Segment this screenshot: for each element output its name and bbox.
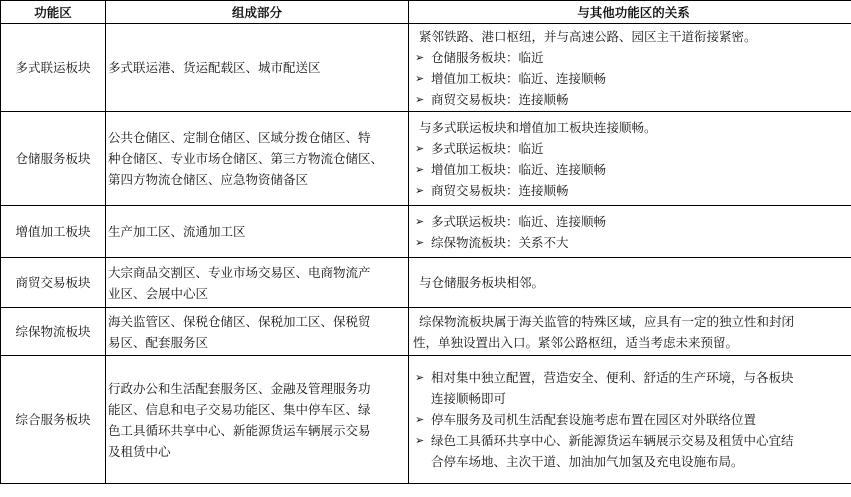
zone-components xyxy=(106,112,409,206)
relation-bullet: ➢ 仓储服务板块：临近 xyxy=(413,47,851,68)
zone-components xyxy=(106,258,409,308)
relation-line: 性，单独设置出入口。紧邻公路枢纽，适当考虑未来预留。 xyxy=(413,334,739,350)
zone-components xyxy=(106,356,409,484)
relation-bullet xyxy=(413,367,851,409)
zone-relations xyxy=(409,112,851,206)
component-line: 公共仓储区、定制仓储区、区域分拨仓储区、特 xyxy=(108,130,371,145)
component-line: 行政办公和生活配套服务区、金融及管理服务功 xyxy=(108,380,371,396)
table-row xyxy=(1,258,851,308)
table-row xyxy=(1,112,851,206)
zone-relations xyxy=(409,308,851,356)
bullet-line: ➢ 相对集中独立配置，营造安全、便利、舒适的生产环境，与各板块 xyxy=(431,370,794,385)
zone-name: 综保物流板块 xyxy=(1,308,106,356)
table-row xyxy=(1,308,851,356)
relation-bullet xyxy=(413,430,851,472)
relation-bullet: ➢ 多式联运板块：临近 xyxy=(413,138,851,159)
bullet-line: ➢ 绿色工具循环共享中心、新能源货运车辆展示交易及租赁中心宜结 xyxy=(431,433,794,448)
header-function-zone: 功能区 xyxy=(1,1,106,24)
component-line: 能区、信息和电子交易功能区、集中停车区、绿 xyxy=(108,401,371,417)
table-row xyxy=(1,206,851,258)
relation-bullet: ➢ 商贸交易板块：连接顺畅 xyxy=(413,89,851,110)
relation-bullet xyxy=(413,409,851,430)
component-line: 色工具循环共享中心、新能源货运车辆展示交易 xyxy=(108,422,371,438)
zone-name: 商贸交易板块 xyxy=(1,258,106,308)
bullet-line: ➢ 停车服务及司机生活配套设施考虑布置在园区对外联络位置 xyxy=(431,412,757,427)
component-line: 大宗商品交割区、专业市场交易区、电商物流产 xyxy=(108,264,371,280)
zone-relations xyxy=(409,206,851,258)
relation-bullet: ➢ 商贸交易板块：连接顺畅 xyxy=(413,180,851,201)
component-line: 业区、会展中心区 xyxy=(108,285,209,301)
zone-relations xyxy=(409,258,851,308)
table-row xyxy=(1,356,851,484)
component-line: 海关监管区、保税仓储区、保税加工区、保税贸 xyxy=(108,313,371,329)
zone-relations xyxy=(409,356,851,484)
table-row xyxy=(1,24,851,112)
zone-name: 综合服务板块 xyxy=(1,356,106,484)
component-line: 种仓储区、专业市场仓储区、第三方物流仓储区、 xyxy=(108,151,384,166)
zone-name: 多式联运板块 xyxy=(1,24,106,112)
component-line: 多式联运港、货运配载区、城市配送区 xyxy=(108,60,321,75)
relation-intro: 紧邻铁路、港口枢纽，并与高速公路、园区主干道衔接紧密。 xyxy=(419,28,757,44)
relation-line: 综保物流板块属于海关监管的特殊区域，应具有一定的独立性和封闭 xyxy=(419,313,795,329)
component-line: 易区、配套服务区 xyxy=(108,334,209,350)
zone-relations xyxy=(409,24,851,112)
header-relations: 与其他功能区的关系 xyxy=(409,1,851,24)
bullet-line: 连接顺畅即可 xyxy=(431,391,507,406)
relation-bullet: ➢ 增值加工板块：临近、连接顺畅 xyxy=(413,68,851,89)
relation-intro: 与多式联运板块和增值加工板块连接顺畅。 xyxy=(419,119,657,135)
relation-bullet: ➢ 多式联运板块：临近、连接顺畅 xyxy=(413,211,851,232)
zone-components xyxy=(106,24,409,112)
zone-components xyxy=(106,206,409,258)
component-line: 及租赁中心 xyxy=(108,443,171,459)
zone-name: 增值加工板块 xyxy=(1,206,106,258)
component-line: 生产加工区、流通加工区 xyxy=(108,224,246,239)
component-line: 第四方物流仓储区、应急物资储备区 xyxy=(108,172,309,187)
zone-name: 仓储服务板块 xyxy=(1,112,106,206)
table-header-row xyxy=(1,1,851,24)
header-components: 组成部分 xyxy=(106,1,409,24)
bullet-line: 合停车场地、主次干道、加油加气加氢及充电设施布局。 xyxy=(431,454,744,469)
relation-bullet: ➢ 综保物流板块：关系不大 xyxy=(413,232,851,253)
relation-intro: 与仓储服务板块相邻。 xyxy=(419,275,545,290)
zone-components xyxy=(106,308,409,356)
relation-bullet: ➢ 增值加工板块：临近、连接顺畅 xyxy=(413,159,851,180)
